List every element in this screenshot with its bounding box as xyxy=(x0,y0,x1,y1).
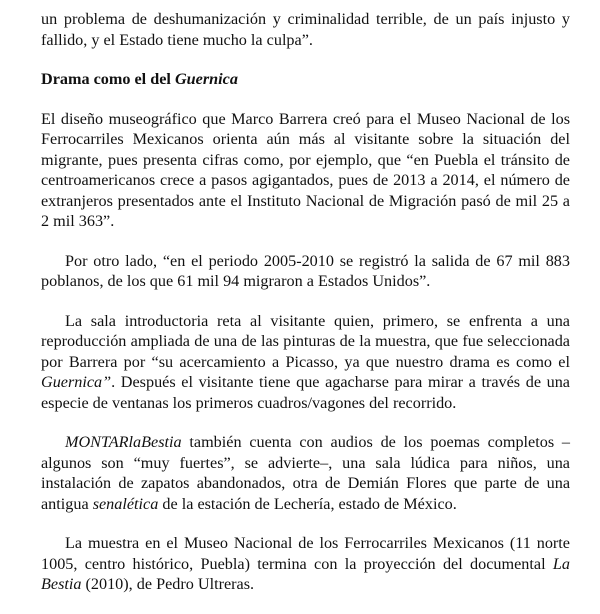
italic-title: MONTARlaBestia xyxy=(65,433,182,451)
heading-italic: Guernica xyxy=(174,70,238,88)
text-span: La sala introductoria reta al visitante quien, primero, se enfrenta a una reproducción ampliada de una de las pinturas de la muestra, que fue seleccionada por Barrera por “su acercamiento a Picasso, ya que nuestro drama es como el xyxy=(41,311,570,371)
section-heading xyxy=(41,69,570,90)
text-span: La muestra en el Museo Nacional de los Ferrocarriles Mexicanos (11 norte 1005, centro histórico, Puebla) termina con la proyección del documental xyxy=(41,534,570,573)
italic-senaletica: senalética xyxy=(92,494,159,513)
paragraph-museography: El diseño museográfico que Marco Barrera creó para el Museo Nacional de los Ferrocarriles Mexicanos orienta aún más al visitante sobre la situación del migrante, pues presenta cifras como, por ejemplo, que “en Puebla el tránsito de centroamericanos crece a pasos agigantados, pues de 2013 a 2014, el número de extranjeros presentados ante el Instituto Nacional de Migración pasó de mil 25 a 2 mil 363”. xyxy=(41,109,570,230)
paragraph-quote-end: un problema de deshumanización y criminalidad terrible, de un país injusto y fallido, y el Estado tiene mucho la culpa”. xyxy=(41,10,570,49)
paragraph-closing xyxy=(41,533,570,595)
paragraph-intro-room xyxy=(41,311,570,414)
text-span: de la estación de Lechería, estado de México. xyxy=(158,494,457,513)
paragraph-migration-stats: Por otro lado, “en el periodo 2005-2010 se registró la salida de 67 mil 883 poblanos, de los que 61 mil 94 migraron a Estados Unidos”. xyxy=(41,251,570,290)
text-span: también cuenta con audios de los poemas completos –algunos son “muy fuertes”, se advierte–, una sala lúdica para niños, una instalación de zapatos abandonados, otra de Demián Flores que parte de una antigua xyxy=(41,433,570,513)
text-span: (2010), de Pedro Ultreras. xyxy=(81,575,255,593)
heading-text: Drama como el del xyxy=(41,70,175,88)
document-page xyxy=(41,9,570,614)
italic-la-bestia: La Bestia xyxy=(41,554,570,593)
text-span: . Después el visitante tiene que agacharse para mirar a través de una especie de ventanas los primeros cuadros/vagones del recorrido. xyxy=(41,373,570,412)
italic-guernica: Guernica” xyxy=(41,373,112,391)
paragraph-montarlabestia xyxy=(41,432,570,514)
